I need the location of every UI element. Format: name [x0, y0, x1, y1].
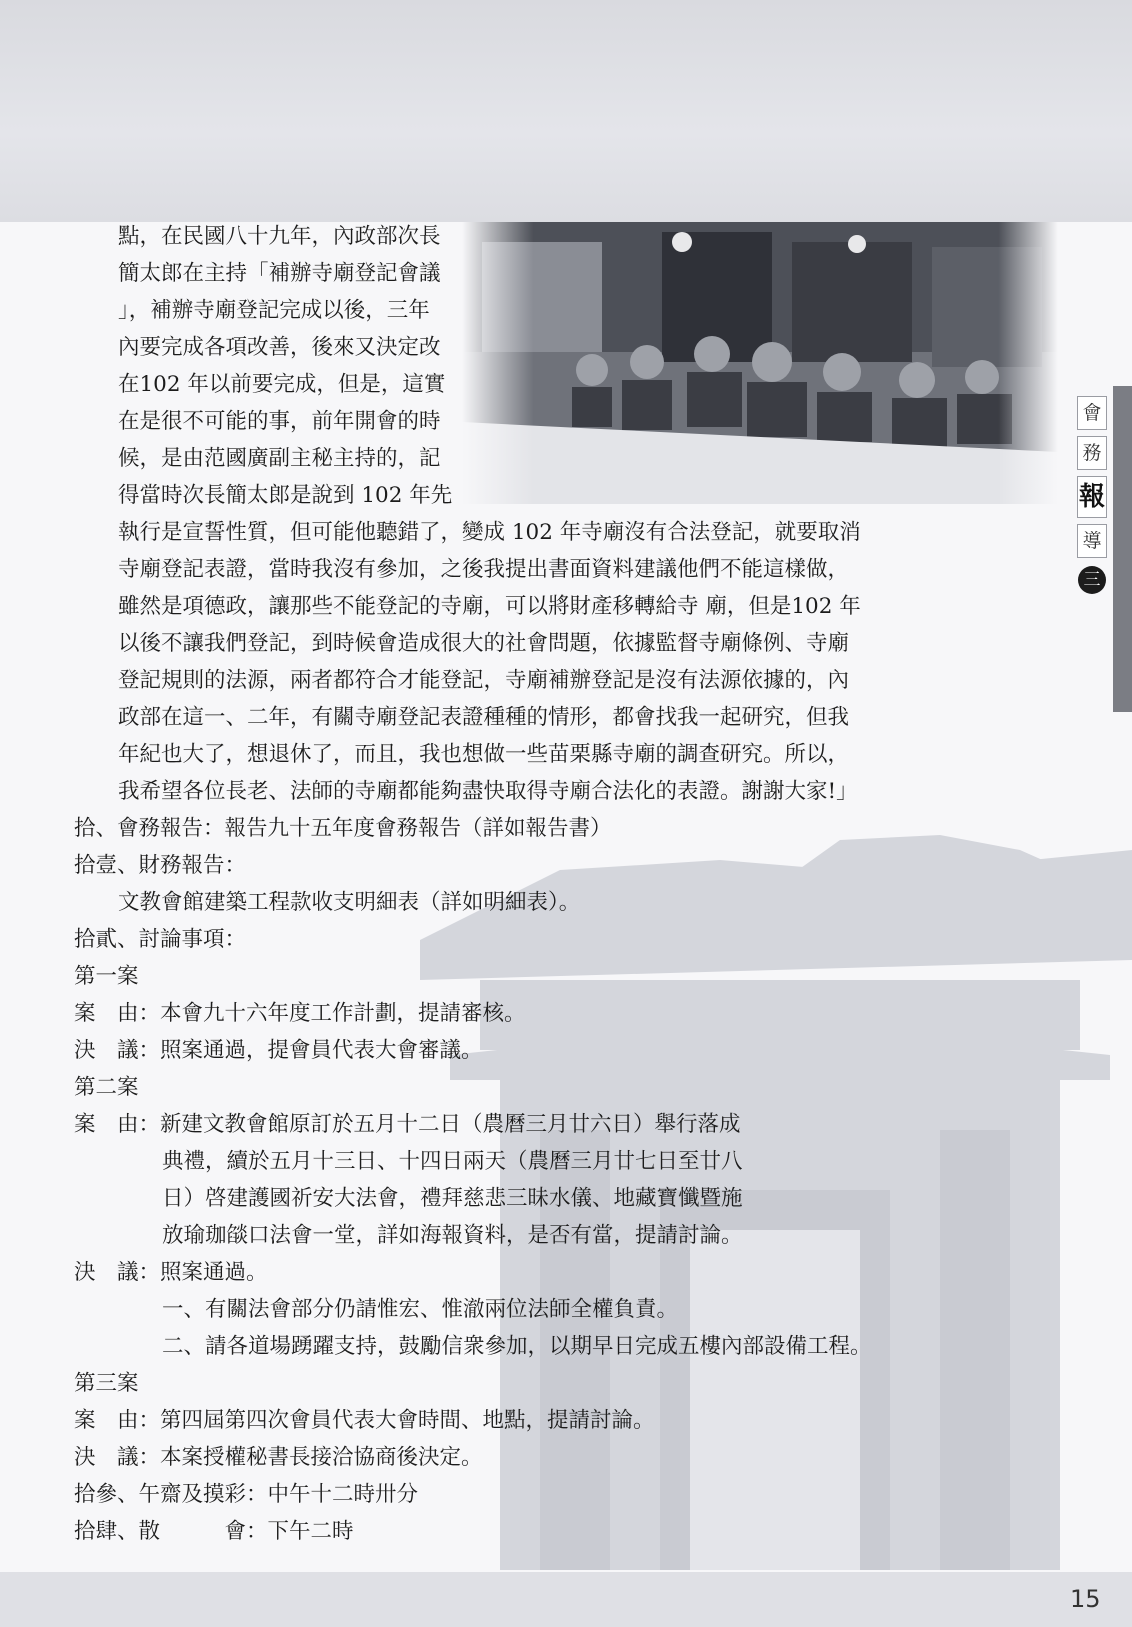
paragraph-line: 執行是宣誓性質，但可能他聽錯了，變成 102 年寺廟沒有合法登記，就要取消 — [118, 520, 861, 545]
paragraph-line: 年紀也大了，想退休了，而且，我也想做一些苗栗縣寺廟的調查研究。所以， — [118, 742, 850, 767]
agenda-item: 決 議：照案通過。 — [74, 1260, 268, 1285]
agenda-item: 放瑜珈燄口法會一堂，詳如海報資料，是否有當，提請討論。 — [162, 1223, 743, 1248]
agenda-item: 拾參、午齋及摸彩：中午十二時卅分 — [74, 1482, 419, 1507]
agenda-item: 案 由：第四屆第四次會員代表大會時間、地點，提請討論。 — [74, 1408, 655, 1433]
agenda-item: 拾、會務報告：報告九十五年度會務報告（詳如報告書） — [74, 816, 612, 841]
paragraph-line: 雖然是項德政，讓那些不能登記的寺廟，可以將財產移轉給寺 廟，但是102 年 — [118, 594, 861, 619]
agenda-item: 拾貳、討論事項： — [74, 927, 247, 952]
side-label-char: 會 — [1077, 396, 1107, 430]
agenda-item: 決 議：照案通過，提會員代表大會審議。 — [74, 1038, 483, 1063]
agenda-item: 二、請各道場踴躍支持，鼓勵信衆參加，以期早日完成五樓內部設備工程。 — [162, 1334, 872, 1359]
paragraph-line: 登記規則的法源，兩者都符合才能登記，寺廟補辦登記是沒有法源依據的，內 — [118, 668, 850, 693]
paragraph-line: 候，是由范國廣副主秘主持的，記 — [118, 446, 441, 471]
side-tab — [1113, 386, 1132, 712]
section-number-badge: 三 — [1078, 566, 1106, 594]
meeting-photo — [462, 222, 1058, 504]
paragraph-line: 以後不讓我們登記，到時候會造成很大的社會問題，依據監督寺廟條例、寺廟 — [118, 631, 850, 656]
paragraph-line: 在102 年以前要完成，但是，這實 — [118, 372, 446, 397]
agenda-item: 拾肆、散 會：下午二時 — [74, 1519, 354, 1544]
monks-meeting-image — [462, 222, 1058, 504]
footer-band — [0, 1572, 1132, 1627]
agenda-item: 文教會館建築工程款收支明細表（詳如明細表）。 — [118, 890, 581, 915]
case-heading: 第一案 — [74, 964, 139, 989]
agenda-item: 案 由：本會九十六年度工作計劃，提請審核。 — [74, 1001, 526, 1026]
paragraph-line: 點，在民國八十九年，內政部次長 — [118, 224, 441, 249]
case-heading: 第三案 — [74, 1371, 139, 1396]
page-number: 15 — [1070, 1585, 1101, 1613]
header-band — [0, 0, 1132, 222]
paragraph-line: 內要完成各項改善，後來又決定改 — [118, 335, 441, 360]
paragraph-line: 得當時次長簡太郎是說到 102 年先 — [118, 483, 453, 508]
paragraph-line: 簡太郎在主持「補辦寺廟登記會議 — [118, 261, 441, 286]
agenda-item: 拾壹、財務報告： — [74, 853, 247, 878]
section-side-label — [1075, 396, 1109, 594]
paragraph-line: 政部在這一、二年，有關寺廟登記表證種種的情形，都會找我一起研究，但我 — [118, 705, 850, 730]
side-label-char: 務 — [1077, 436, 1107, 470]
agenda-item: 日）啓建護國祈安大法會，禮拜慈悲三昧水儀、地藏寶懺暨施 — [162, 1186, 743, 1211]
paragraph-line: 寺廟登記表證，當時我沒有參加，之後我提出書面資料建議他們不能這樣做， — [118, 557, 850, 582]
side-label-char: 導 — [1077, 524, 1107, 558]
agenda-item: 一、有關法會部分仍請惟宏、惟澈兩位法師全權負責。 — [162, 1297, 679, 1322]
side-label-char: 報 — [1077, 476, 1107, 518]
agenda-item: 決 議：本案授權秘書長接洽協商後決定。 — [74, 1445, 483, 1470]
paragraph-line: 我希望各位長老、法師的寺廟都能夠盡快取得寺廟合法化的表證。謝謝大家!」 — [118, 779, 858, 804]
paragraph-line: 在是很不可能的事，前年開會的時 — [118, 409, 441, 434]
agenda-item: 典禮，續於五月十三日、十四日兩天（農曆三月廿七日至廿八 — [162, 1149, 743, 1174]
agenda-item: 案 由：新建文教會館原訂於五月十二日（農曆三月廿六日）舉行落成 — [74, 1112, 741, 1137]
paragraph-line: 」，補辦寺廟登記完成以後，三年 — [118, 298, 430, 323]
case-heading: 第二案 — [74, 1075, 139, 1100]
